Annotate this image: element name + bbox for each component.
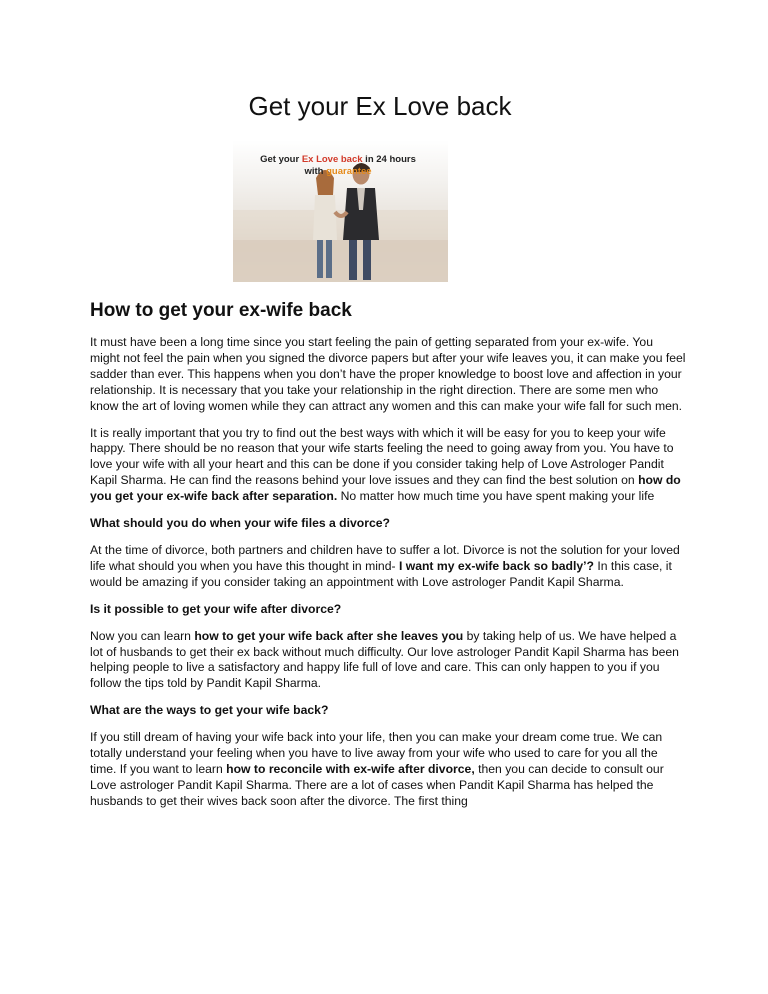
paragraph-5 xyxy=(90,730,686,810)
hero-line1-c: in 24 hours xyxy=(362,154,416,165)
hero-line2-a: with xyxy=(304,166,327,177)
paragraph-2-bold: how do you get your ex-wife back after separation. xyxy=(90,473,681,504)
paragraph-3 xyxy=(90,543,686,591)
paragraph-5-text-c: then you can decide to consult our Love astrologer Pandit Kapil Sharma. There are a lot of cases when Pandit Kapil Sharma has helped the husbands to get their wives back soon after the divorce. The first thing xyxy=(90,761,664,808)
paragraph-4-text-a: Now you can learn xyxy=(90,628,195,643)
paragraph-2-text-a: It is really important that you try to find out the best ways with which it will be easy for you to keep your wife happy. There should be no reason that your wife starts feeling the need to going away from you. You have to love your wife with all your heart and this can be done if you consider taking help of Love Astrologer Pandit Kapil Sharma. He can find the reasons behind your love issues and they can find the best solution on xyxy=(90,425,674,488)
paragraph-4-text-c: by taking help of us. We have helped a lot of husbands to get their ex back without much difficulty. Our love astrologer Pandit Kapil Sharma has been helping people to live a satisfactory and happy life full of love and care. This can only happen to you if you follow the tips told by Pandit Kapil Sharma. xyxy=(90,628,679,691)
page-title: Get your Ex Love back xyxy=(248,91,512,121)
paragraph-1: It must have been a long time since you start feeling the pain of getting separated from your ex-wife. You might not feel the pain when you signed the divorce papers but after your wife leaves you, it can make you feel sadder than ever. This happens when you don’t have the proper knowledge to boost love and affection in your relationship. It is necessary that you take your relationship in the right direction. There are some men who know the art of loving women while they can attract any women and this can make your wife fall for such men. xyxy=(90,335,686,413)
question-2: Is it possible to get your wife after divorce? xyxy=(90,601,342,616)
hero-image xyxy=(233,140,448,282)
question-1: What should you do when your wife files a divorce? xyxy=(90,516,390,531)
section-heading: How to get your ex-wife back xyxy=(90,300,352,321)
paragraph-4 xyxy=(90,629,686,693)
paragraph-5-bold: how to reconcile with ex-wife after divorce, xyxy=(226,761,475,776)
article-body xyxy=(90,298,686,821)
paragraph-2-text-c: No matter how much time you have spent making your life xyxy=(337,489,655,504)
question-3: What are the ways to get your wife back? xyxy=(90,703,329,718)
paragraph-3-text-c: In this case, it would be amazing if you consider taking an appointment with Love astrologer Pandit Kapil Sharma. xyxy=(90,558,672,589)
paragraph-2 xyxy=(90,426,686,506)
paragraph-3-bold: I want my ex-wife back so badly’? xyxy=(398,558,594,573)
paragraph-3-text-a: At the time of divorce, both partners and children have to suffer a lot. Divorce is not the solution for your loved life what should you when you have this thought in mind- xyxy=(90,542,680,573)
hero-caption xyxy=(243,154,433,178)
hero-line1-b: Ex Love back xyxy=(301,154,363,165)
hero-line1-a: Get your xyxy=(260,154,302,165)
paragraph-4-bold: how to get your wife back after she leaves you xyxy=(194,628,464,643)
paragraph-5-text-a: If you still dream of having your wife back into your life, then you can make your dream come true. We can totally understand your feeling when you have to live away from your wife who used to care for you all the time. If you want to learn xyxy=(90,730,663,776)
hero-line2-b: guarantee xyxy=(326,166,372,177)
